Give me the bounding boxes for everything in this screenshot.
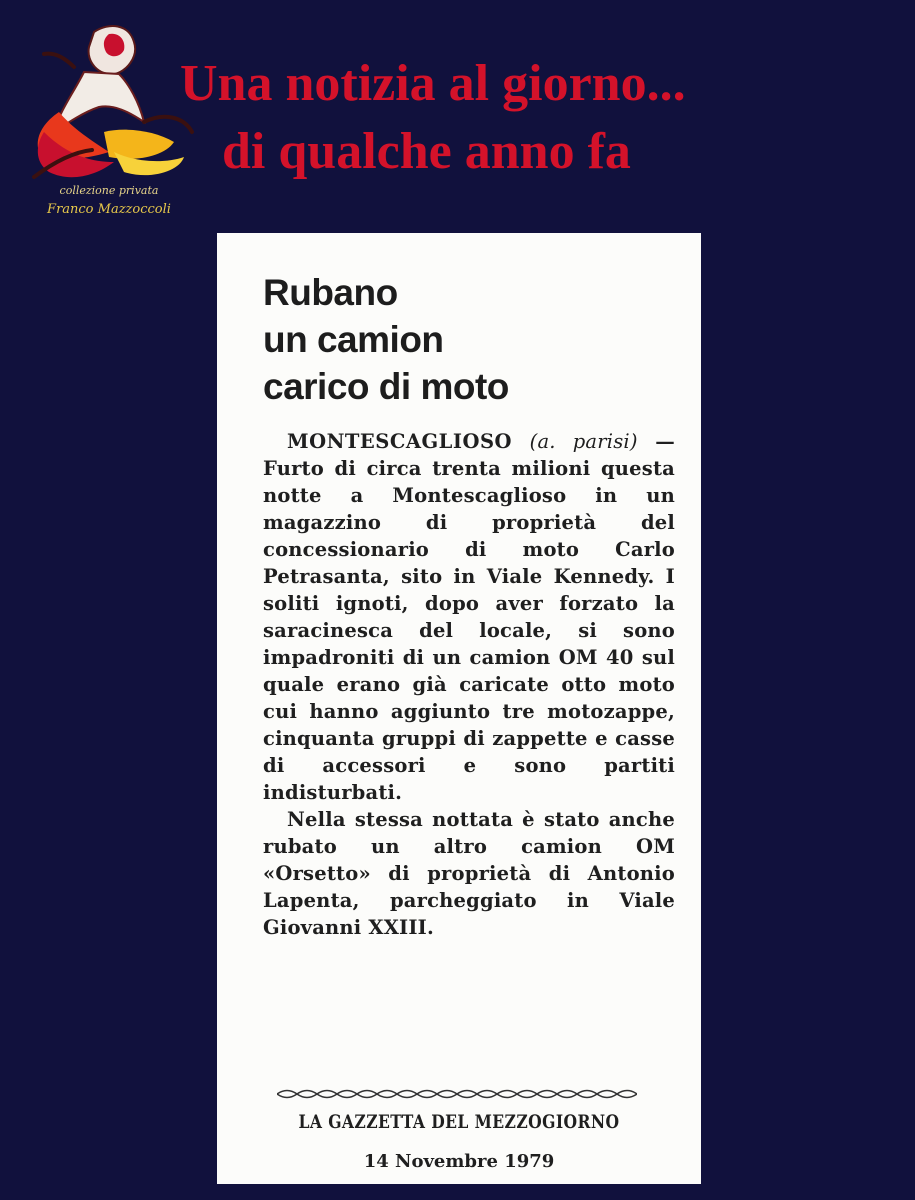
logo xyxy=(14,12,204,227)
dateline-city: MONTESCAGLIOSO xyxy=(287,430,513,453)
header-line-2: di qualche anno fa xyxy=(222,123,631,180)
article-body xyxy=(263,428,675,941)
headline-line-2: un camion xyxy=(263,319,444,360)
dancer-figure-logo-icon xyxy=(14,12,204,192)
article-date: 14 Novembre 1979 xyxy=(363,1151,555,1172)
headline-line-3: carico di moto xyxy=(263,366,509,407)
logo-caption-collection: collezione privata xyxy=(59,184,159,197)
article-paragraph-2: Nella stessa nottata è stato anche rubato un altro camion OM «Orsetto» di proprietà di Antonio Lapenta, parcheggiato in Viale Giovanni XXIII. xyxy=(263,808,675,939)
divider-ornament-icon xyxy=(277,1087,637,1101)
dateline-author: (a. parisi) xyxy=(529,430,638,453)
header-line-1: Una notizia al giorno... xyxy=(180,55,686,112)
headline-line-1: Rubano xyxy=(263,272,398,313)
paragraph-1-text: — Furto di circa trenta milioni questa notte a Montescaglioso in un magazzino di proprietà del concessionario di moto Carlo Petrasanta, sito in Viale Kennedy. I soliti ignoti, dopo aver forzato la saracinesca del locale, si sono impadroniti di un camion OM 40 sul quale erano già caricate otto moto cui hanno aggiunto tre motozappe, cinquanta gruppi di zappette e casse di accessori e sono partiti indisturbati. xyxy=(263,430,675,804)
newspaper-source: LA GAZZETTA DEL MEZZOGIORNO xyxy=(298,1111,620,1133)
article-headline xyxy=(263,269,663,410)
article-paragraph-1 xyxy=(263,428,675,806)
logo-caption-owner: Franco Mazzoccoli xyxy=(47,202,171,217)
page-header xyxy=(180,50,880,186)
newspaper-clipping xyxy=(217,233,701,1184)
